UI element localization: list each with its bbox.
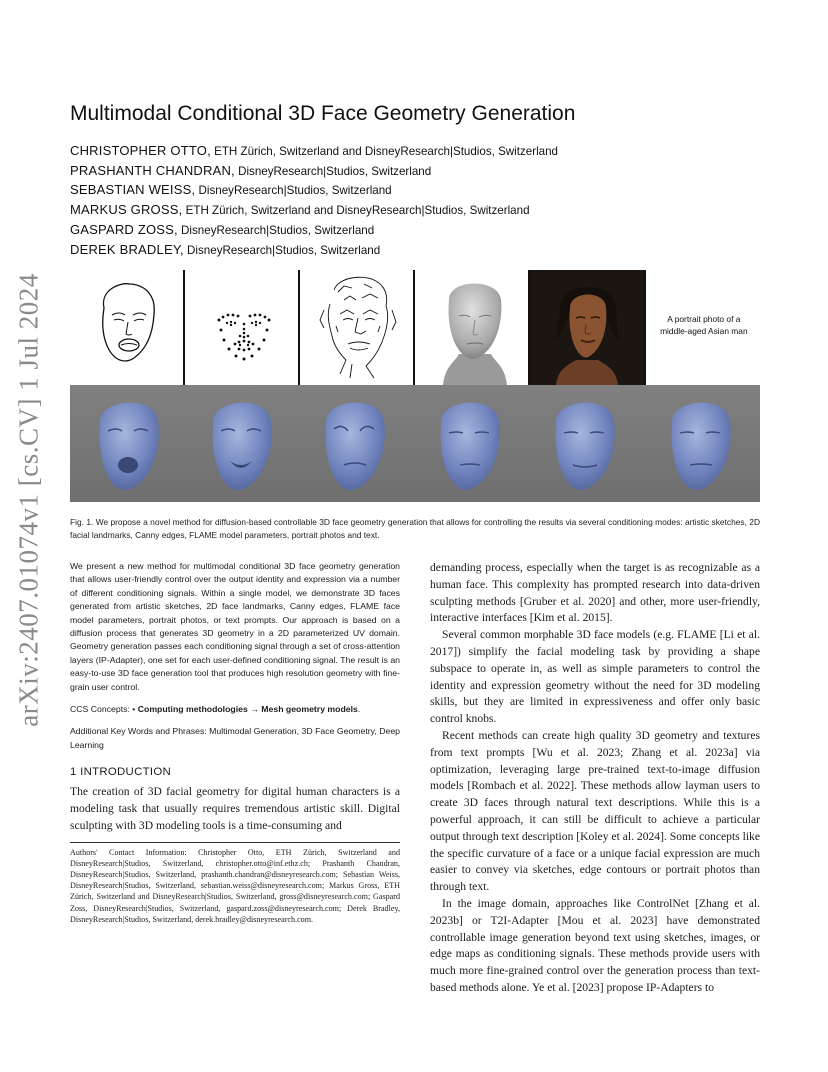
flame-input: [415, 270, 528, 385]
author-affiliation: ETH Zürich, Switzerland and DisneyResearch|Studios, Switzerland: [210, 145, 558, 158]
generated-geometry-row: [70, 385, 760, 502]
mesh-canny: [326, 403, 385, 490]
right-column: [430, 560, 760, 997]
paper-title: Multimodal Conditional 3D Face Geometry Generation: [70, 102, 576, 125]
figure-caption: Fig. 1. We propose a novel method for diffusion-based controllable 3D face geometry generation that allows for controlling the results via several conditioning modes: artistic sketches, 2D facial landmarks, Canny edges, FLAME model parameters, portrait photos and text.: [70, 517, 760, 541]
body-paragraph: Recent methods can create high quality 3D geometry and textures from text prompts [Wu et al. 2023; Zhang et al. 2023a] via optimization, leveraging large pre-trained text-to-image diffusion models [Rombach et al. 2022]. These methods allow layman users to create 3D faces through natural text descriptions. While this is a powerful approach, it can still be difficult to achieve a particular output through text description [Koley et al. 2024]. Some concepts like the specific curvature of a face or a unique facial expression are much easier to convey via sketches, edge contours or portrait photos than through text.: [430, 728, 760, 894]
teaser-figure: [70, 270, 760, 502]
author-list: [70, 142, 558, 260]
canny-edges-input: [300, 270, 413, 385]
sketch-input: [70, 270, 183, 385]
author-entry: [70, 241, 558, 261]
ccs-prefix: CCS Concepts: •: [70, 704, 138, 715]
mesh-sketch: [100, 403, 159, 490]
ccs-suffix: .: [357, 704, 361, 715]
text-prompt: A portrait photo of a middle-aged Asian man: [660, 314, 748, 336]
mesh-flame: [441, 403, 500, 490]
author-entry: [70, 142, 558, 162]
body-paragraph: In the image domain, approaches like ControlNet [Zhang et al. 2023b] or T2I-Adapter [Mou et al. 2023] have demonstrated controllable image generation beyond text using sketches, images, or edge maps as conditioning signals. These methods provide users with much more fine-grained control over the generation process than text-based methods alone. Ye et al. [2023] propose IP-Adapters to: [430, 896, 760, 994]
author-entry: [70, 201, 558, 221]
mesh-landmarks: [213, 403, 272, 490]
canny-edges-illustration: [300, 270, 413, 385]
generated-face-meshes: [70, 385, 760, 502]
author-name: MARKUS GROSS,: [70, 202, 183, 218]
mesh-text: [672, 403, 731, 490]
body-paragraph: demanding process, especially when the target is as recognizable as a human face. This complexity has prompted research into data-driven sculpting methods [Gruber et al. 2020] and other, more user-friendly, interactive interfaces [Kim et al. 2015].: [430, 561, 760, 625]
author-name: SEBASTIAN WEISS,: [70, 182, 196, 198]
portrait-photo-input: [530, 270, 644, 385]
landmarks-input: [185, 270, 298, 385]
author-entry: [70, 181, 558, 201]
intro-paragraph: The creation of 3D facial geometry for digital human characters is a modeling task that usually requires tremendous artistic skill. Digital sculpting with 3D modeling tools is a time-consuming and: [70, 785, 400, 832]
ccs-concept: Computing methodologies → Mesh geometry models: [137, 704, 358, 715]
author-name: GASPARD ZOSS,: [70, 221, 178, 237]
author-entry: [70, 221, 558, 241]
facial-landmarks-illustration: [185, 270, 298, 385]
portrait-photo: [530, 270, 644, 385]
author-name: PRASHANTH CHANDRAN,: [70, 162, 235, 178]
author-affiliation: DisneyResearch|Studios, Switzerland: [195, 184, 392, 198]
flame-model-render: [415, 270, 528, 385]
author-entry: [70, 162, 558, 182]
author-footnote: Authors' Contact Information: Christopher Otto, ETH Zürich, Switzerland and DisneyResearch|Studios, Switzerland, christopher.otto@inf.ethz.ch; Prashanth Chandran, DisneyResearch|Studios, Switzerland, prashanth.chandran@disneyresearch.com; Sebastian Weiss, DisneyResearch|Studios, Switzerland, sebastian.weiss@disneyresearch.com; Markus Gross, ETH Zürich, Switzerland and DisneyResearch|Studios, Switzerland, gross@disneyresearch.com; Gaspard Zoss, DisneyResearch|Studios, Switzerland, gaspard.zoss@disneyresearch.com; Derek Bradley, DisneyResearch|Studios, Switzerland, derek.bradley@disneyresearch.com.: [70, 847, 400, 924]
left-column: [70, 560, 400, 925]
arxiv-stamp: arXiv:2407.01074v1 [cs.CV] 1 Jul 2024: [13, 273, 44, 727]
body-paragraph: Several common morphable 3D face models (e.g. FLAME [Li et al. 2017]) simplify the facial modeling task by providing a shape subspace to operate in, as well as simple parameters to control the identity and expression geometry without the need for 3D modeling skills, but they are limited in expressiveness and offer only basic control knobs.: [430, 628, 760, 726]
author-affiliation: ETH Zürich, Switzerland and DisneyResearch|Studios, Switzerland: [182, 204, 530, 218]
text-prompt-input: [646, 270, 760, 385]
abstract: We present a new method for multimodal conditional 3D face geometry generation that allows user-friendly control over the output identity and expression via a number of different conditioning signals. Within a single model, we demonstrate 3D faces generated from artistic sketches, 2D face landmarks, Canny edges, FLAME face model parameters, portrait photos, or text prompts. Our approach is based on a diffusion process that generates 3D geometry in a 2D parameterized UV domain. Geometry generation passes each conditioning signal through a set of cross-attention layers (IP-Adapter), one set for each user-defined conditioning signal. The result is an easy-to-use 3D face generation tool that produces high resolution geometry with fine-grain user control.: [70, 561, 400, 692]
sketch-face-illustration: [70, 270, 183, 385]
author-affiliation: DisneyResearch|Studios, Switzerland: [234, 164, 432, 178]
section-heading-introduction: 1 INTRODUCTION: [70, 766, 172, 779]
conditioning-inputs-row: [70, 270, 760, 385]
footnote-rule: [70, 842, 400, 843]
mesh-photo: [556, 403, 615, 490]
author-affiliation: DisneyResearch|Studios, Switzerland: [177, 223, 375, 237]
author-name: CHRISTOPHER OTTO,: [70, 143, 211, 158]
keywords: Additional Key Words and Phrases: Multimodal Generation, 3D Face Geometry, Deep Learning: [70, 726, 400, 750]
ccs-concepts: [70, 703, 400, 716]
author-affiliation: DisneyResearch|Studios, Switzerland: [183, 243, 381, 257]
author-name: DEREK BRADLEY,: [70, 241, 184, 257]
